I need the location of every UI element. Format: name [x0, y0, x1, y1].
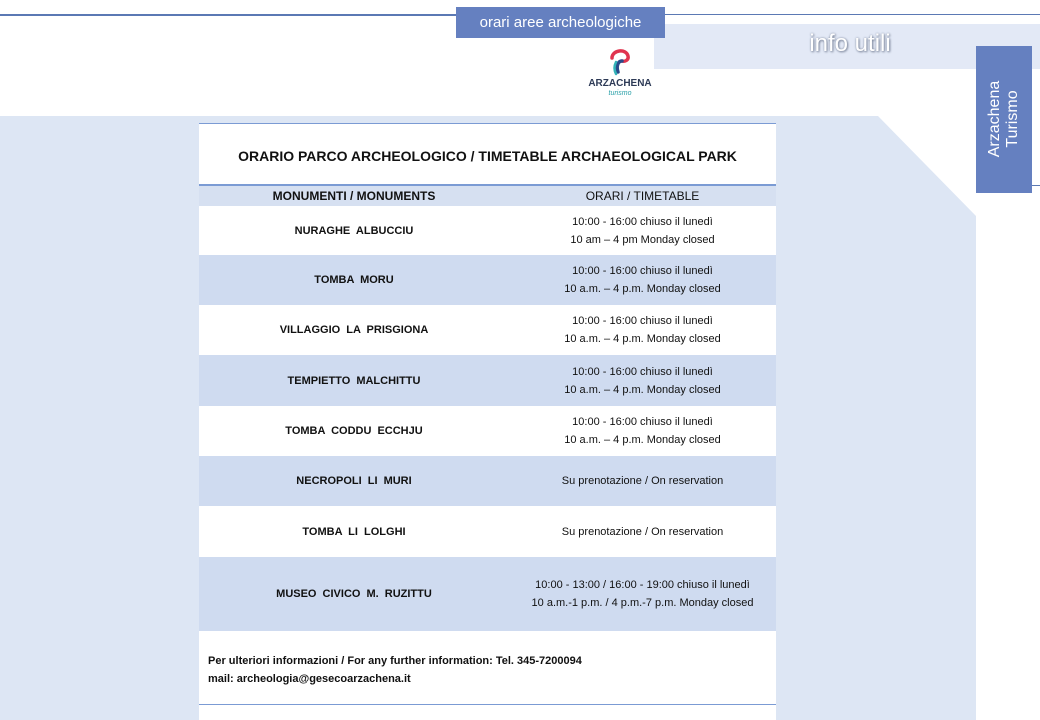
table-row — [199, 206, 776, 255]
header-rule-left — [0, 14, 456, 16]
hours-line1: 10:00 - 16:00 chiuso il lunedì — [572, 365, 713, 378]
table-row — [199, 355, 776, 406]
hours-line1: 10:00 - 16:00 chiuso il lunedì — [572, 416, 713, 428]
table-row — [199, 255, 776, 305]
hours-line2: 10 a.m.-1 p.m. / 4 p.m.-7 p.m. Monday closed — [531, 597, 754, 609]
document-title: ORARIO PARCO ARCHEOLOGICO / TIMETABLE ARCHAEOLOGICAL PARK — [238, 148, 737, 164]
logo-text: ARZACHENA — [588, 78, 652, 89]
hours-line1: 10:00 - 13:00 / 16:00 - 19:00 chiuso il lunedì — [535, 579, 750, 591]
side-tab-rule — [1032, 185, 1040, 186]
table-row — [199, 557, 776, 631]
contact-mail[interactable]: mail: archeologia@gesecoarzachena.it — [208, 673, 411, 685]
contact-info — [208, 652, 582, 688]
section-tag[interactable]: orari aree archeologiche — [456, 7, 665, 38]
info-utili-title: info utili — [809, 30, 891, 57]
hours-line1: 10:00 - 16:00 chiuso il lunedì — [572, 265, 713, 277]
table-row — [199, 456, 776, 506]
header-monuments: MONUMENTI / MONUMENTS — [272, 189, 436, 203]
arzachena-logo — [586, 38, 654, 110]
header-timetable: ORARI / TIMETABLE — [585, 189, 700, 203]
header-rule-right — [665, 14, 1040, 15]
monument-name: TOMBA LI LOLGHI — [302, 525, 406, 538]
document-bottom-rule — [199, 704, 776, 705]
logo-subtext: turismo — [608, 90, 632, 97]
monument-name: NURAGHE ALBUCCIU — [294, 224, 414, 237]
logo-swirl-icon — [608, 46, 632, 76]
monument-name: TOMBA MORU — [314, 274, 394, 286]
hours-line1: 10:00 - 16:00 chiuso il lunedì — [572, 315, 713, 327]
hours-line2: 10 a.m. – 4 p.m. Monday closed — [564, 383, 721, 396]
hours-line1: Su prenotazione / On reservation — [561, 475, 724, 487]
document-top-rule — [199, 123, 776, 124]
hours-line2: 10 a.m. – 4 p.m. Monday closed — [564, 434, 721, 446]
hours-line1: 10:00 - 16:00 chiuso il lunedì — [572, 215, 713, 228]
monument-name: TEMPIETTO MALCHITTU — [287, 374, 421, 387]
table-row — [199, 305, 776, 355]
arzachena-turismo-tab[interactable] — [976, 46, 1032, 193]
table-row — [199, 406, 776, 456]
side-tab-line1: Arzachena — [986, 80, 1003, 158]
side-tab-line2: Turismo — [1004, 90, 1021, 148]
hours-line2: 10 a.m. – 4 p.m. Monday closed — [564, 283, 721, 295]
monument-name: NECROPOLI LI MURI — [296, 475, 412, 487]
hours-line2: 10 am – 4 pm Monday closed — [570, 233, 715, 246]
timetable-header — [199, 184, 776, 206]
monument-name: VILLAGGIO LA PRISGIONA — [279, 324, 429, 336]
hours-line1: Su prenotazione / On reservation — [561, 525, 724, 538]
contact-phone: Per ulteriori informazioni / For any further information: Tel. 345-7200094 — [208, 655, 582, 667]
table-row — [199, 506, 776, 557]
monument-name: TOMBA CODDU ECCHJU — [285, 425, 423, 437]
monument-name: MUSEO CIVICO M. RUZITTU — [276, 588, 432, 600]
hours-line2: 10 a.m. – 4 p.m. Monday closed — [564, 333, 721, 345]
